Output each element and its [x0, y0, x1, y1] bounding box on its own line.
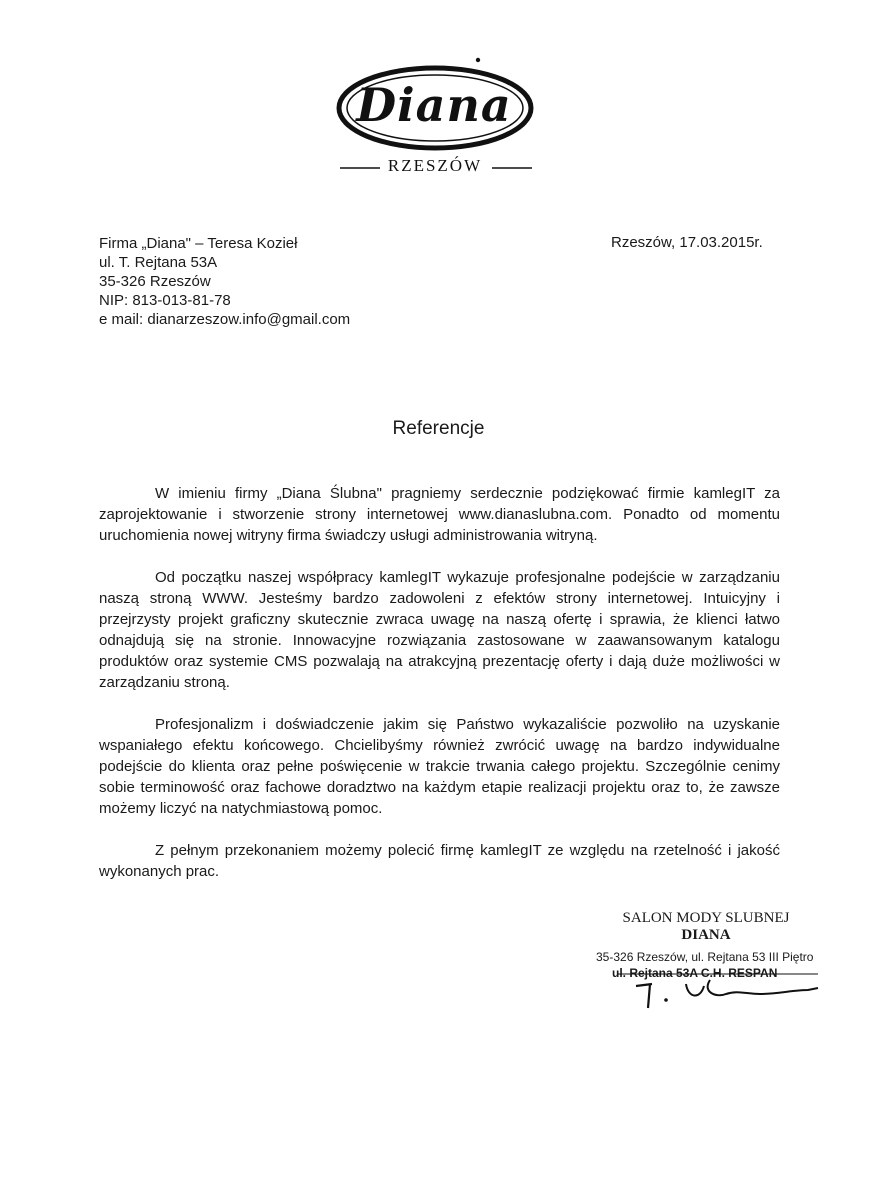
stamp-line: DIANA — [681, 927, 731, 943]
body-paragraph: Od początku naszej współpracy kamlegIT wykazuje profesjonalne podejście w zarządzaniu naszą stroną WWW. Jesteśmy bardzo zadowoleni z efektów strony internetowej. Intuicyjny i przejrzysty projekt graficzny skutecznie zwraca uwagę na naszą ofertę i sprawia, że klienci łatwo odnajdują się na stronie. Innowacyjne rozwiązania zastosowane w zaawansowanym katalogu produktów oraz systemie CMS pozwalają na atrakcyjną prezentację oferty i dają duże możliwości w zarządzaniu stroną. — [99, 569, 780, 691]
sender-line: 35-326 Rzeszów — [99, 273, 211, 290]
stamp-line: ul. Rejtana 53A C.H. RESPAN — [612, 966, 778, 980]
body-paragraph: Profesjonalizm i doświadczenie jakim się Państwo wykazaliście pozwoliło na uzyskanie wspaniałego efektu końcowego. Chcielibyśmy również zwrócić uwagę na bardzo indywidualne podejście do klienta oraz pełne poświęcenie w trakcie trwania całego projektu. Szczególnie cenimy sobie terminowość oraz fachowe doradztwo na każdym etapie realizacji projektu oraz to, że zawsze możemy liczyć na natychmiastową pomoc. — [99, 716, 780, 817]
body-paragraph: Z pełnym przekonaniem możemy polecić firmę kamlegIT ze względu na rzetelność i jakość wykonanych prac. — [99, 842, 780, 880]
logo-city: RZESZÓW — [387, 156, 483, 175]
letter-title: Referencje — [392, 418, 485, 439]
sender-block — [99, 234, 350, 329]
body-paragraph: W imieniu firmy „Diana Ślubna" pragniemy serdecznie podziękować firmie kamlegIT za zaprojektowanie i stworzenie strony internetowej www.dianaslubna.com. Ponadto od momentu uruchomienia nowej witryny firma świadczy usługi administrowania witryną. — [99, 485, 780, 544]
stamp-line: SALON MODY SLUBNEJ — [622, 910, 790, 926]
sender-line: Firma „Diana" – Teresa Kozieł — [99, 235, 298, 252]
sender-email: e mail: dianarzeszow.info@gmail.com — [99, 311, 351, 328]
sender-line: NIP: 813-013-81-78 — [99, 292, 231, 309]
handwritten-signature — [618, 972, 828, 1012]
logo-name: Diana — [356, 78, 512, 132]
sender-line: ul. T. Rejtana 53A — [99, 254, 218, 271]
stamp-line: 35-326 Rzeszów, ul. Rejtana 53 III Piętro — [596, 950, 814, 964]
signature-icon — [618, 972, 828, 1012]
diana-logo — [330, 52, 540, 182]
company-stamp — [596, 910, 826, 980]
letter-date: Rzeszów, 17.03.2015r. — [611, 234, 763, 251]
letter-body — [99, 483, 780, 903]
